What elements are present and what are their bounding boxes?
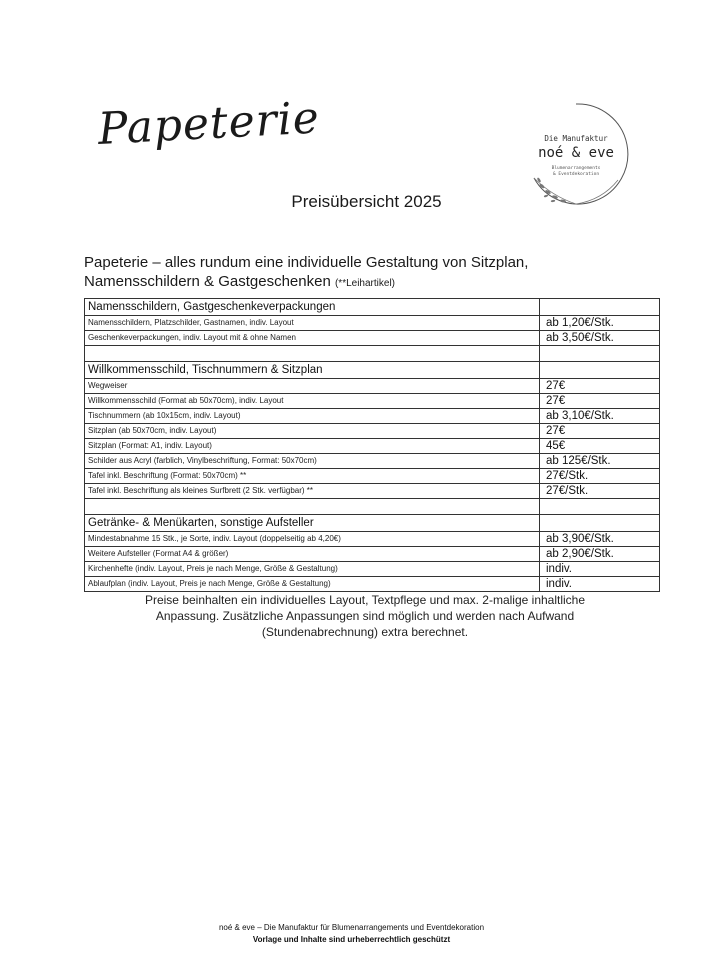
table-row (85, 379, 660, 394)
item-cell: Ablaufplan (indiv. Layout, Preis je nach Menge, Größe & Gestaltung) (85, 577, 540, 592)
table-row (85, 547, 660, 562)
logo-brand-name: noé & eve (538, 145, 614, 161)
item-cell: Kirchenhefte (indiv. Layout, Preis je nach Menge, Größe & Gestaltung) (85, 562, 540, 577)
spacer-row (85, 499, 660, 515)
table-row (85, 454, 660, 469)
page-subtitle: Preisübersicht 2025 (291, 192, 442, 211)
table-row (85, 331, 660, 346)
spacer-row (85, 346, 660, 362)
section-price-empty (540, 299, 660, 316)
price-cell: indiv. (540, 562, 660, 577)
price-cell: 27€ (540, 424, 660, 439)
price-cell: ab 3,50€/Stk. (540, 331, 660, 346)
pricing-footnote (90, 592, 640, 640)
section-header-row (85, 515, 660, 532)
page-footer (0, 922, 703, 946)
table-row (85, 532, 660, 547)
intro-line-2-wrap (84, 272, 624, 293)
footer-line-1: noé & eve – Die Manufaktur für Blumenarrangements und Eventdekoration (218, 923, 485, 932)
item-cell: Wegweiser (85, 379, 540, 394)
intro-line-1: Papeterie – alles rundum eine individuelle Gestaltung von Sitzplan, (84, 254, 529, 271)
item-cell: Tischnummern (ab 10x15cm, indiv. Layout) (85, 409, 540, 424)
table-row (85, 577, 660, 592)
intro-text (84, 253, 624, 293)
footnote-line-1: Preise beinhalten ein individuelles Layout, Textpflege und max. 2-malige inhaltliche (144, 593, 586, 607)
item-cell: Schilder aus Acryl (farblich, Vinylbeschriftung, Format: 50x70cm) (85, 454, 540, 469)
price-cell: indiv. (540, 577, 660, 592)
table-row (85, 424, 660, 439)
price-cell: 45€ (540, 439, 660, 454)
section-header-row (85, 362, 660, 379)
logo-line-3: Blumenarrangements (551, 166, 601, 171)
price-cell: ab 3,90€/Stk. (540, 532, 660, 547)
price-cell: ab 2,90€/Stk. (540, 547, 660, 562)
logo-line-1: Die Manufaktur (544, 134, 608, 143)
item-cell: Tafel inkl. Beschriftung (Format: 50x70cm) ** (85, 469, 540, 484)
table-row (85, 409, 660, 424)
intro-note: (**Leihartikel) (334, 278, 395, 289)
spacer-cell (85, 499, 540, 515)
item-cell: Geschenkeverpackungen, indiv. Layout mit & ohne Namen (85, 331, 540, 346)
section-header-row (85, 299, 660, 316)
item-cell: Sitzplan (ab 50x70cm, indiv. Layout) (85, 424, 540, 439)
footnote-line-3: (Stundenabrechnung) extra berechnet. (261, 625, 469, 639)
spacer-cell (540, 346, 660, 362)
price-cell: ab 3,10€/Stk. (540, 409, 660, 424)
table-row (85, 562, 660, 577)
item-cell: Namensschildern, Platzschilder, Gastnamen, indiv. Layout (85, 316, 540, 331)
spacer-cell (85, 346, 540, 362)
table-row (85, 484, 660, 499)
logo-line-4: & Eventdekoration (552, 172, 600, 177)
table-row (85, 316, 660, 331)
section-price-empty (540, 362, 660, 379)
section-title: Namensschildern, Gastgeschenkeverpackungen (85, 299, 540, 316)
footer-copyright: Vorlage und Inhalte sind urheberrechtlich geschützt (252, 935, 451, 944)
price-cell: ab 1,20€/Stk. (540, 316, 660, 331)
item-cell: Tafel inkl. Beschriftung als kleines Surfbrett (2 Stk. verfügbar) ** (85, 484, 540, 499)
spacer-cell (540, 499, 660, 515)
section-title: Willkommensschild, Tischnummern & Sitzplan (85, 362, 540, 379)
footnote-line-2: Anpassung. Zusätzliche Anpassungen sind möglich und werden nach Aufwand (155, 609, 575, 623)
price-cell: 27€/Stk. (540, 469, 660, 484)
price-cell: 27€/Stk. (540, 484, 660, 499)
table-row (85, 469, 660, 484)
price-table (84, 298, 660, 592)
price-cell: ab 125€/Stk. (540, 454, 660, 469)
table-row (85, 394, 660, 409)
section-title: Getränke- & Menükarten, sonstige Aufsteller (85, 515, 540, 532)
intro-line-2: Namensschildern & Gastgeschenken (84, 273, 331, 290)
item-cell: Weitere Aufsteller (Format A4 & größer) (85, 547, 540, 562)
table-row (85, 439, 660, 454)
price-cell: 27€ (540, 379, 660, 394)
item-cell: Mindestabnahme 15 Stk., je Sorte, indiv. Layout (doppelseitig ab 4,20€) (85, 532, 540, 547)
script-title: Papeterie (96, 92, 321, 155)
section-price-empty (540, 515, 660, 532)
item-cell: Sitzplan (Format: A1, indiv. Layout) (85, 439, 540, 454)
item-cell: Willkommensschild (Format ab 50x70cm), indiv. Layout (85, 394, 540, 409)
price-cell: 27€ (540, 394, 660, 409)
